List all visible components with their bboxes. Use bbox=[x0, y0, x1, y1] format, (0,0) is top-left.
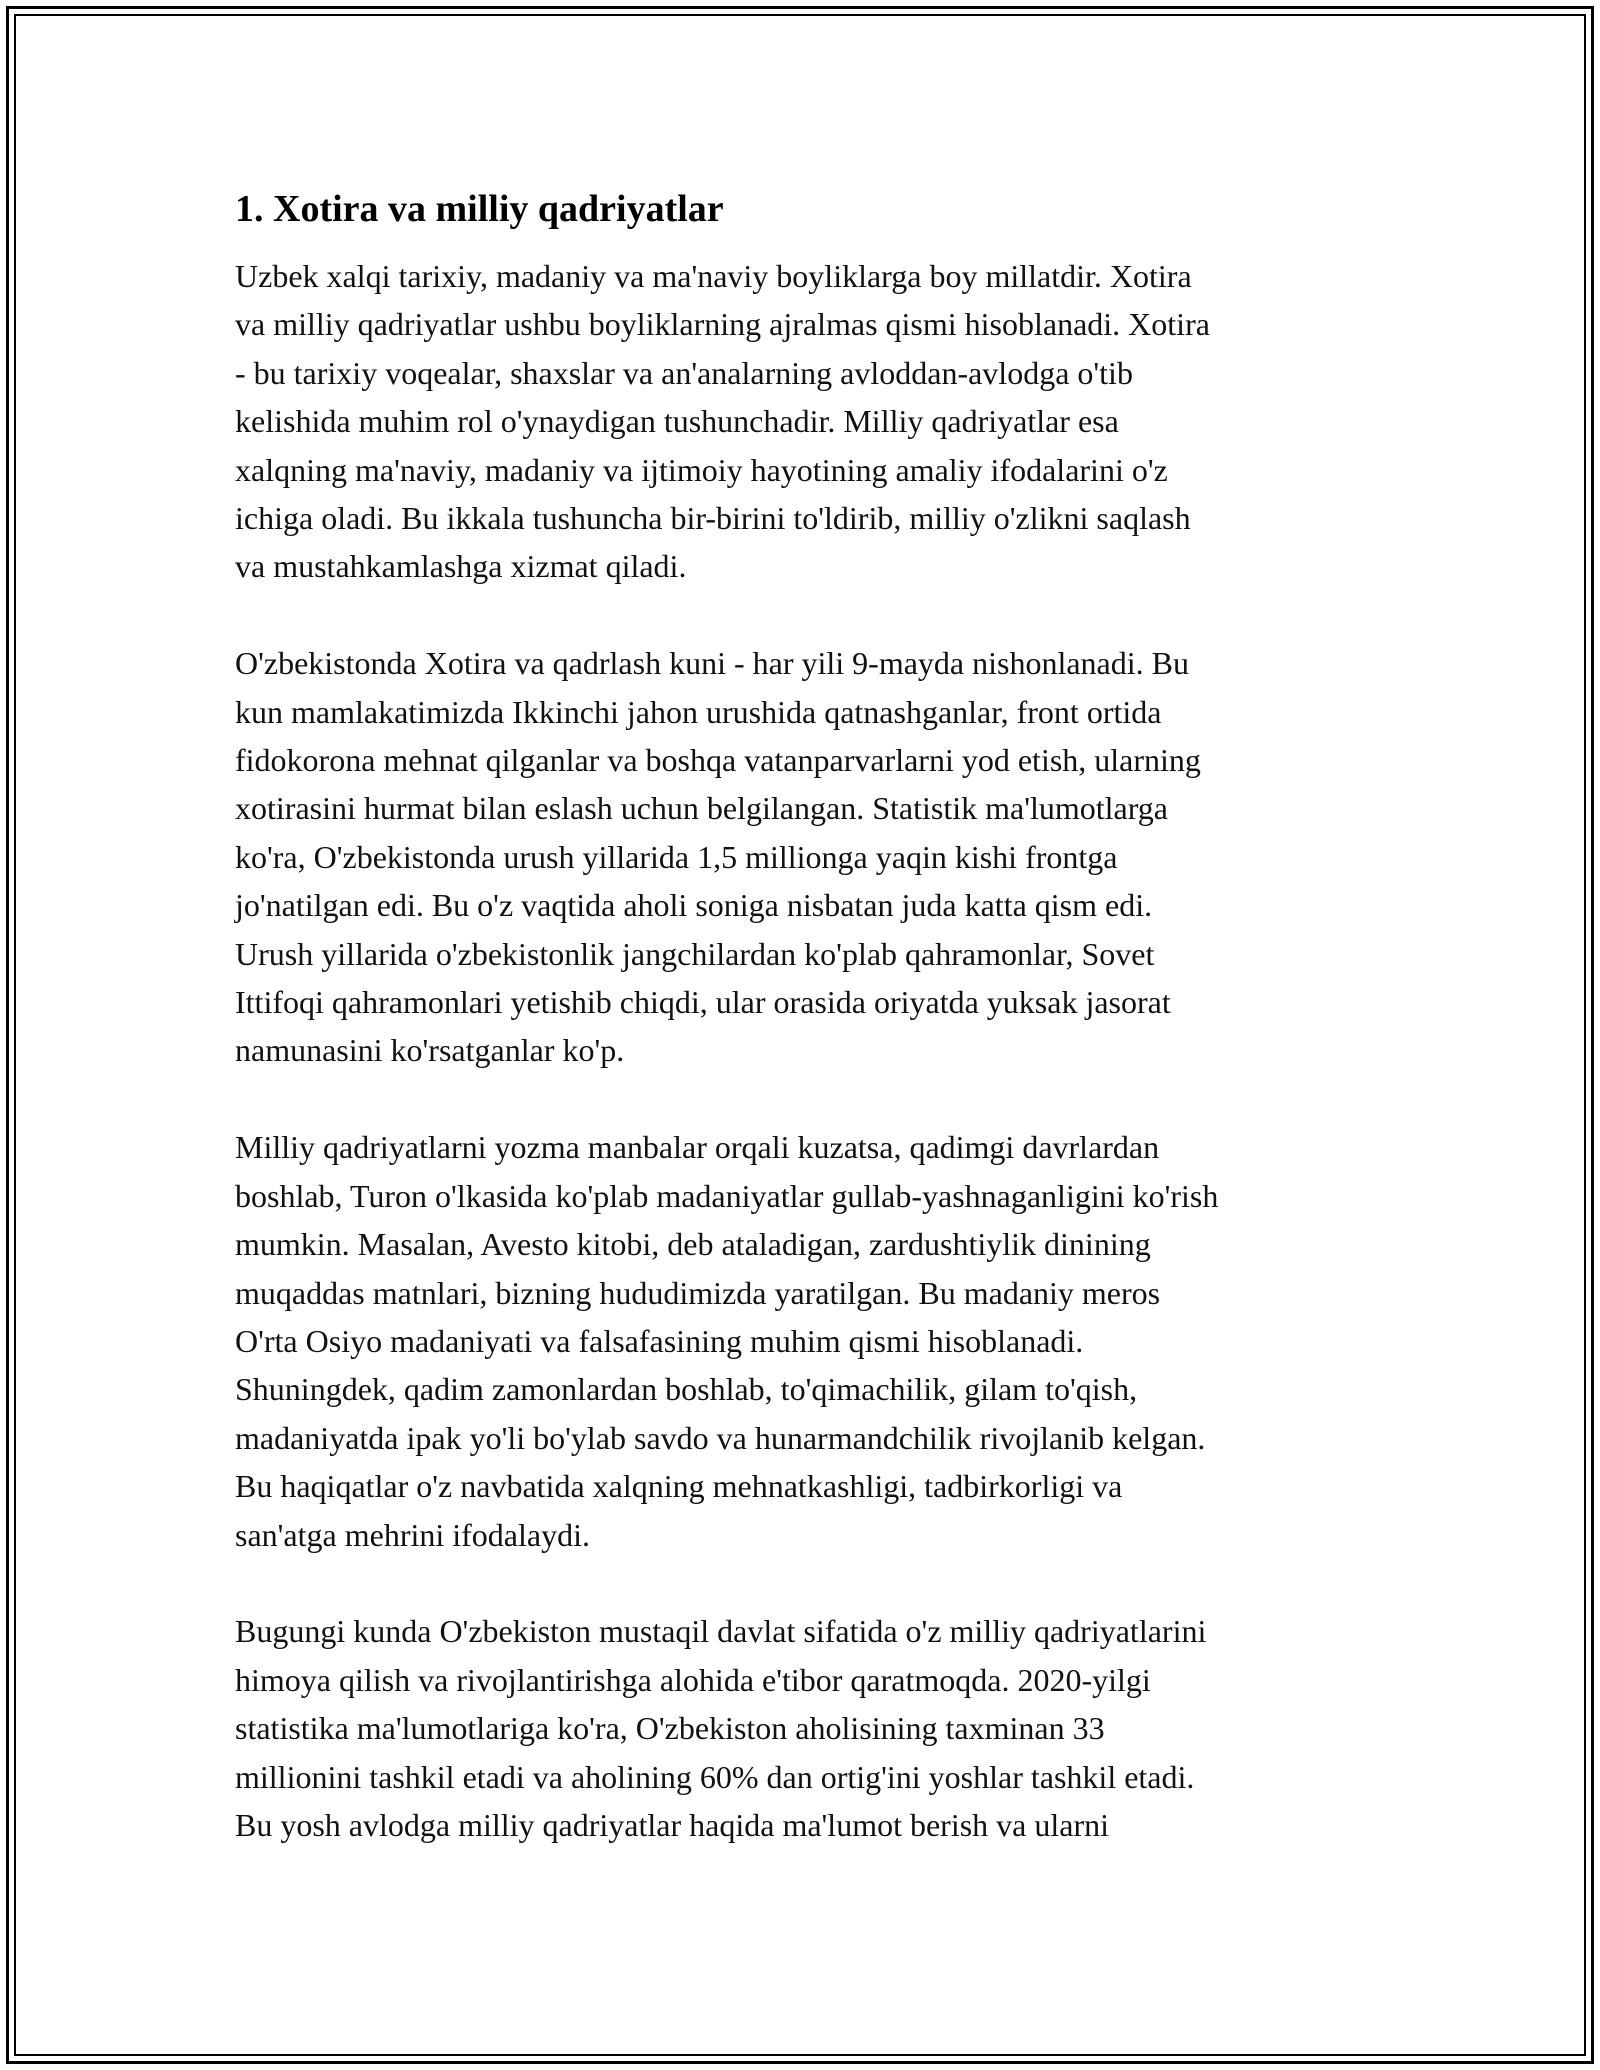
text-line: Shuningdek, qadim zamonlardan boshlab, to'qimachilik, gilam to'qish, bbox=[235, 1371, 1138, 1408]
text-line: madaniyatda ipak yo'li bo'ylab savdo va hunarmandchilik rivojlanib kelgan. bbox=[235, 1419, 1206, 1456]
text-line: himoya qilish va rivojlantirishga alohida e'tibor qaratmoqda. 2020-yilgi bbox=[235, 1661, 1151, 1698]
text-line: Uzbek xalqi tarixiy, madaniy va ma'naviy boyliklarga boy millatdir. Xotira bbox=[235, 258, 1192, 294]
text-line: kun mamlakatimizda Ikkinchi jahon urushida qatnashganlar, front ortida bbox=[235, 693, 1162, 730]
paragraph-4 bbox=[235, 1607, 1370, 1849]
text-line: xotirasini hurmat bilan eslash uchun belgilangan. Statistik ma'lumotlarga bbox=[235, 790, 1168, 827]
text-line: xalqning ma'naviy, madaniy va ijtimoiy hayotining amaliy ifodalarini o'z bbox=[235, 451, 1168, 488]
text-line: va milliy qadriyatlar ushbu boyliklarning ajralmas qismi hisoblanadi. Xotira bbox=[235, 306, 1210, 343]
paragraph-2 bbox=[235, 639, 1370, 1075]
text-line: Bugungi kunda O'zbekiston mustaqil davlat sifatida o'z milliy qadriyatlarini bbox=[235, 1613, 1207, 1650]
text-line: jo'natilgan edi. Bu o'z vaqtida aholi soniga nisbatan juda katta qism edi. bbox=[235, 887, 1153, 924]
text-line: Ittifoqi qahramonlari yetishib chiqdi, ular orasida oriyatda yuksak jasorat bbox=[235, 984, 1171, 1021]
text-line: fidokorona mehnat qilganlar va boshqa vatanparvarlarni yod etish, ularning bbox=[235, 742, 1201, 779]
text-line: muqaddas matnlari, bizning hududimizda yaratilgan. Bu madaniy meros bbox=[235, 1274, 1161, 1311]
paragraph-3 bbox=[235, 1123, 1370, 1559]
text-line: va mustahkamlashga xizmat qiladi. bbox=[235, 548, 687, 585]
section-heading: 1. Xotira va milliy qadriyatlar bbox=[235, 188, 724, 230]
text-line: ichiga oladi. Bu ikkala tushuncha bir-birini to'ldirib, milliy o'zlikni saqlash bbox=[235, 500, 1191, 537]
text-line: Milliy qadriyatlarni yozma manbalar orqali kuzatsa, qadimgi davrlardan bbox=[235, 1129, 1160, 1166]
text-line: boshlab, Turon o'lkasida ko'plab madaniyatlar gullab-yashnaganligini ko'rish bbox=[235, 1177, 1219, 1214]
text-line: ko'ra, O'zbekistonda urush yillarida 1,5 millionga yaqin kishi frontga bbox=[235, 838, 1118, 875]
text-line: Urush yillarida o'zbekistonlik jangchilardan ko'plab qahramonlar, Sovet bbox=[235, 935, 1155, 972]
text-line: namunasini ko'rsatganlar ko'p. bbox=[235, 1032, 625, 1069]
text-line: Bu yosh avlodga milliy qadriyatlar haqida ma'lumot berish va ularni bbox=[235, 1806, 1110, 1843]
text-line: Bu haqiqatlar o'z navbatida xalqning mehnatkashligi, tadbirkorligi va bbox=[235, 1468, 1123, 1505]
text-line: O'rta Osiyo madaniyati va falsafasining muhim qismi hisoblanadi. bbox=[235, 1322, 1084, 1359]
text-line: statistika ma'lumotlariga ko'ra, O'zbekiston aholisining taxminan 33 bbox=[235, 1710, 1105, 1747]
paragraph-1 bbox=[235, 252, 1370, 591]
text-line: mumkin. Masalan, Avesto kitobi, deb ataladigan, zardushtiylik dinining bbox=[235, 1226, 1151, 1263]
text-line: O'zbekistonda Xotira va qadrlash kuni - har yili 9-mayda nishonlanadi. Bu bbox=[235, 645, 1189, 682]
text-line: kelishida muhim rol o'ynaydigan tushunchadir. Milliy qadriyatlar esa bbox=[235, 403, 1119, 440]
document-body bbox=[235, 186, 1370, 1898]
text-line: millionini tashkil etadi va aholining 60% dan ortig'ini yoshlar tashkil etadi. bbox=[235, 1758, 1195, 1795]
text-line: san'atga mehrini ifodalaydi. bbox=[235, 1516, 590, 1553]
text-line: - bu tarixiy voqealar, shaxslar va an'analarning avloddan-avlodga o'tib bbox=[235, 354, 1133, 391]
